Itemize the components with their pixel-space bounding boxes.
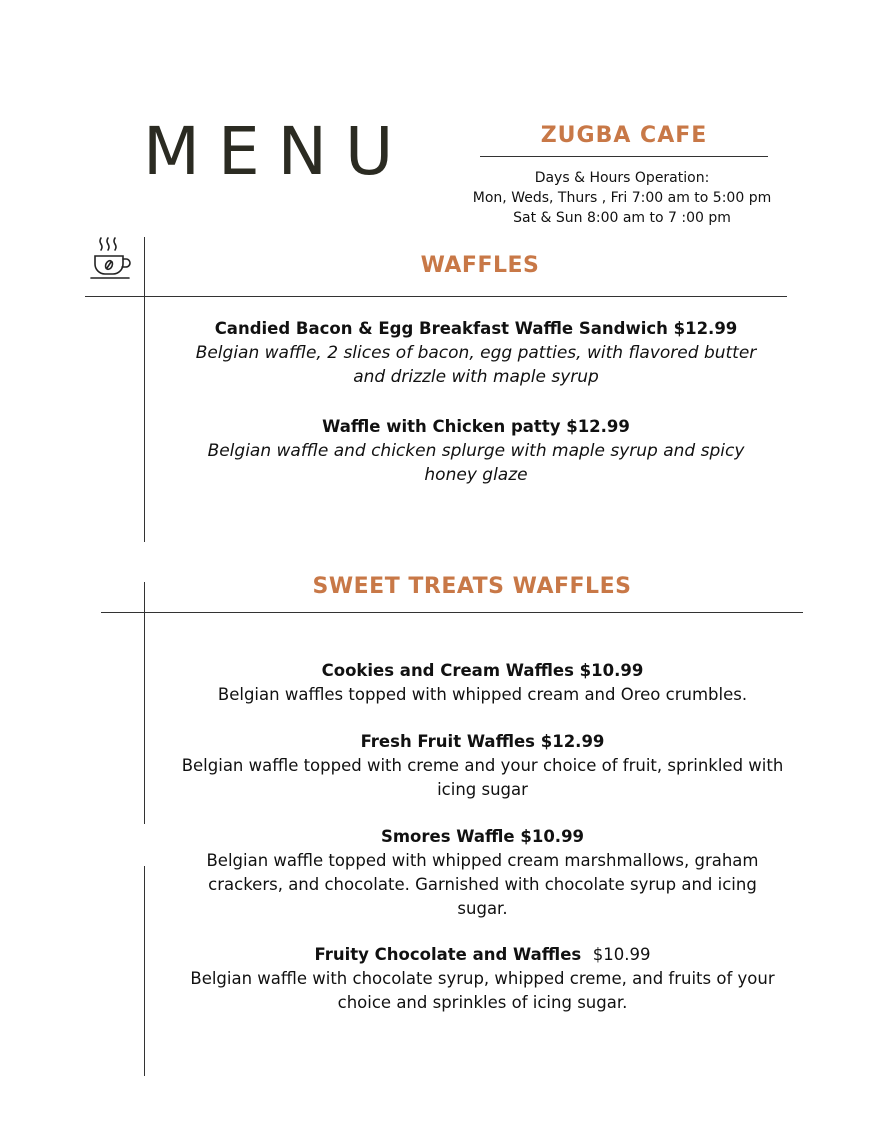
menu-item-description: Belgian waffle topped with whipped cream marshmallows, graham (206, 851, 759, 870)
section-title-waffles: WAFFLES (420, 253, 540, 278)
menu-item-name: Candied Bacon & Egg Breakfast Waffle Sandwich $12.99 (214, 319, 738, 338)
menu-item-name: Fresh Fruit Waffles $12.99 (360, 732, 605, 751)
waffles-vertical-rule (144, 237, 145, 542)
menu-item-title-line (140, 943, 825, 967)
menu-item-name: Fruity Chocolate and Waffles (314, 945, 582, 964)
menu-item (140, 730, 825, 802)
menu-item-description: Belgian waffle with chocolate syrup, whipped creme, and fruits of your (190, 969, 775, 988)
cafe-name-divider (480, 156, 768, 157)
menu-item-price: $10.99 (592, 945, 651, 964)
hours-heading: Days & Hours Operation: (534, 170, 710, 186)
cafe-name: ZUGBA CAFE (540, 123, 708, 148)
waffles-horizontal-rule (85, 296, 787, 297)
section-title-sweet-treats: SWEET TREATS WAFFLES (312, 574, 632, 599)
menu-item-description: Belgian waffle topped with creme and your choice of fruit, sprinkled with (181, 756, 784, 775)
operating-hours (455, 168, 789, 228)
menu-item-description: icing sugar (437, 780, 528, 799)
menu-item (140, 415, 812, 487)
menu-item-description: sugar. (457, 899, 508, 918)
menu-item (140, 943, 825, 1015)
menu-item-description: crackers, and chocolate. Garnished with chocolate syrup and icing (208, 875, 757, 894)
menu-item (140, 659, 825, 707)
menu-item (140, 825, 825, 921)
hours-weekend: Sat & Sun 8:00 am to 7 :00 pm (513, 210, 731, 226)
menu-item-name: Cookies and Cream Waffles $10.99 (321, 661, 644, 680)
menu-item-description: and drizzle with maple syrup (353, 367, 599, 387)
menu-item-description: Belgian waffle and chicken splurge with maple syrup and spicy (207, 441, 745, 461)
menu-item-description: Belgian waffles topped with whipped cream and Oreo crumbles. (217, 685, 748, 704)
hours-weekdays: Mon, Weds, Thurs , Fri 7:00 am to 5:00 pm (472, 190, 772, 206)
menu-item (140, 317, 812, 389)
menu-title: MENU (143, 113, 412, 190)
menu-item-name: Smores Waffle $10.99 (380, 827, 585, 846)
menu-item-description: choice and sprinkles of icing sugar. (337, 993, 628, 1012)
menu-item-name: Waffle with Chicken patty $12.99 (322, 417, 630, 436)
sweet-horizontal-rule (101, 612, 803, 613)
coffee-cup-icon (88, 236, 134, 282)
menu-item-description: Belgian waffle, 2 slices of bacon, egg patties, with flavored butter (195, 343, 757, 363)
menu-item-description: honey glaze (424, 465, 528, 485)
